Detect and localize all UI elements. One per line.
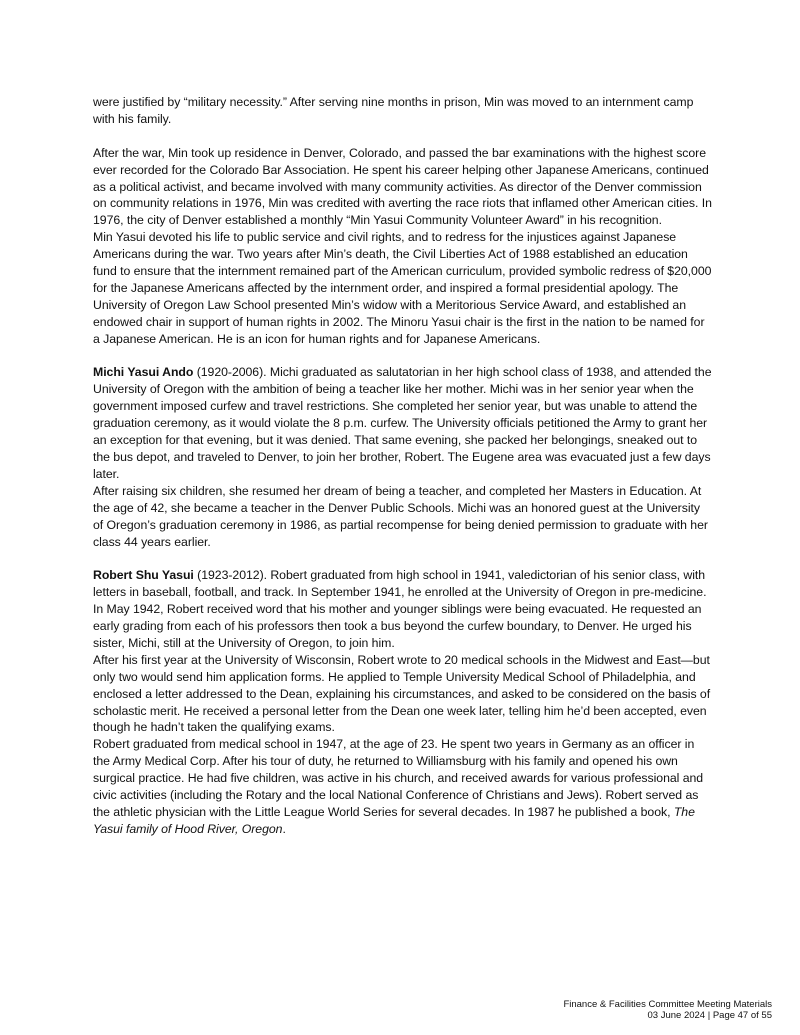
footer-page-info: 03 June 2024 | Page 47 of 55 [647, 1010, 772, 1021]
footer-meeting-title: Finance & Facilities Committee Meeting Materials [563, 999, 772, 1010]
min-paragraph-after-war: After the war, Min took up residence in Denver, Colorado, and passed the bar examinations with the highest score ever recorded for the Colorado Bar Association. He spent his career helping other Japanese Americans, continued as a political activist, and became involved with many community activities. As director of the Denver commission on community relations in 1976, Min was credited with averting the race riots that inflamed other American cities. In 1976, the city of Denver established a monthly “Min Yasui Community Volunteer Award” in his recognition. [93, 145, 712, 228]
page-footer [563, 999, 772, 1021]
robert-name: Robert Shu Yasui [93, 568, 194, 583]
min-paragraph-internment: were justified by “military necessity.” After serving nine months in prison, Min was moved to an internment camp with his family. [93, 95, 694, 126]
robert-career-end: . [282, 821, 286, 836]
robert-paragraph-bio [93, 567, 713, 652]
robert-bio-text: (1923-2012). Robert graduated from high school in 1941, valedictorian of his senior class, with letters in baseball, football, and track. In September 1941, he enrolled at the University of Oregon in pre-medicine. In May 1942, Robert received word that his mother and younger siblings were being evacuated. He requested an early grading from each of his professors then took a bus beyond the curfew boundary, to Denver. He urged his sister, Michi, still at the University of Oregon, to join him. [93, 568, 707, 650]
michi-bio-text: (1920-2006). Michi graduated as salutatorian in her high school class of 1938, and attended the University of Oregon with the ambition of being a teacher like her mother. Michi was in her senior year when the government imposed curfew and travel restrictions. She completed her senior year, but was unable to attend the graduation ceremony, as it would violate the 8 p.m. curfew. The University officials petitioned the Army to grant her an exception for that evening, but it was denied. That same evening, she packed her belongings, sneaked out to the bus depot, and traveled to Denver, to join her brother, Robert. The Eugene area was evacuated just a few days later. [93, 365, 712, 481]
paragraph-gap [93, 550, 713, 567]
robert-paragraph-career [93, 736, 713, 837]
robert-career-text: Robert graduated from medical school in 1947, at the age of 23. He spent two years in Germany as an officer in the Army Medical Corp. After his tour of duty, he returned to Williamsburg with his family and opened his own surgical practice. He had five children, was active in his church, and received awards for various professional and civic activities (including the Rotary and the local National Conference of Christians and Jews). Robert served as the athletic physician with the Little League World Series for several decades. In 1987 he published a book, [93, 737, 704, 820]
paragraph-gap [93, 348, 713, 365]
paragraph-gap [93, 128, 713, 145]
document-body [93, 94, 713, 838]
min-paragraph-civil-rights: Min Yasui devoted his life to public service and civil rights, and to redress for the injustices against Japanese Americans during the war. Two years after Min’s death, the Civil Liberties Act of 1988 established an education fund to ensure that the internment remained part of the American curriculum, provided symbolic redress of $20,000 for the Japanese Americans affected by the internment order, and inspired a formal presidential apology. The University of Oregon Law School presented Min’s widow with a Meritorious Service Award, and established an endowed chair in support of human rights in 2002. The Minoru Yasui chair is the first in the nation to be named for a Japanese American. He is an icon for human rights and for Japanese Americans. [93, 230, 712, 346]
robert-paragraph-medical-school: After his first year at the University of Wisconsin, Robert wrote to 20 medical schools in the Midwest and East—but only two would send him application forms. He applied to Temple University Medical School of Philadelphia, and enclosed a letter addressed to the Dean, explaining his circumstances, and asked to be considered on the basis of scholastic merit. He received a personal letter from the Dean one week later, telling him he’d been accepted, even though he hadn’t taken the qualifying exams. [93, 652, 711, 735]
michi-paragraph-teacher: After raising six children, she resumed her dream of being a teacher, and completed her Masters in Education. At the age of 42, she became a teacher in the Denver Public Schools. Michi was an honored guest at the University of Oregon’s graduation ceremony in 1986, as partial recompense for being denied permission to graduate with her class 44 years earlier. [93, 483, 708, 549]
michi-name: Michi Yasui Ando [93, 365, 194, 380]
michi-paragraph-bio [93, 364, 713, 482]
book-title: The Yasui family of Hood River, Oregon [93, 805, 695, 836]
